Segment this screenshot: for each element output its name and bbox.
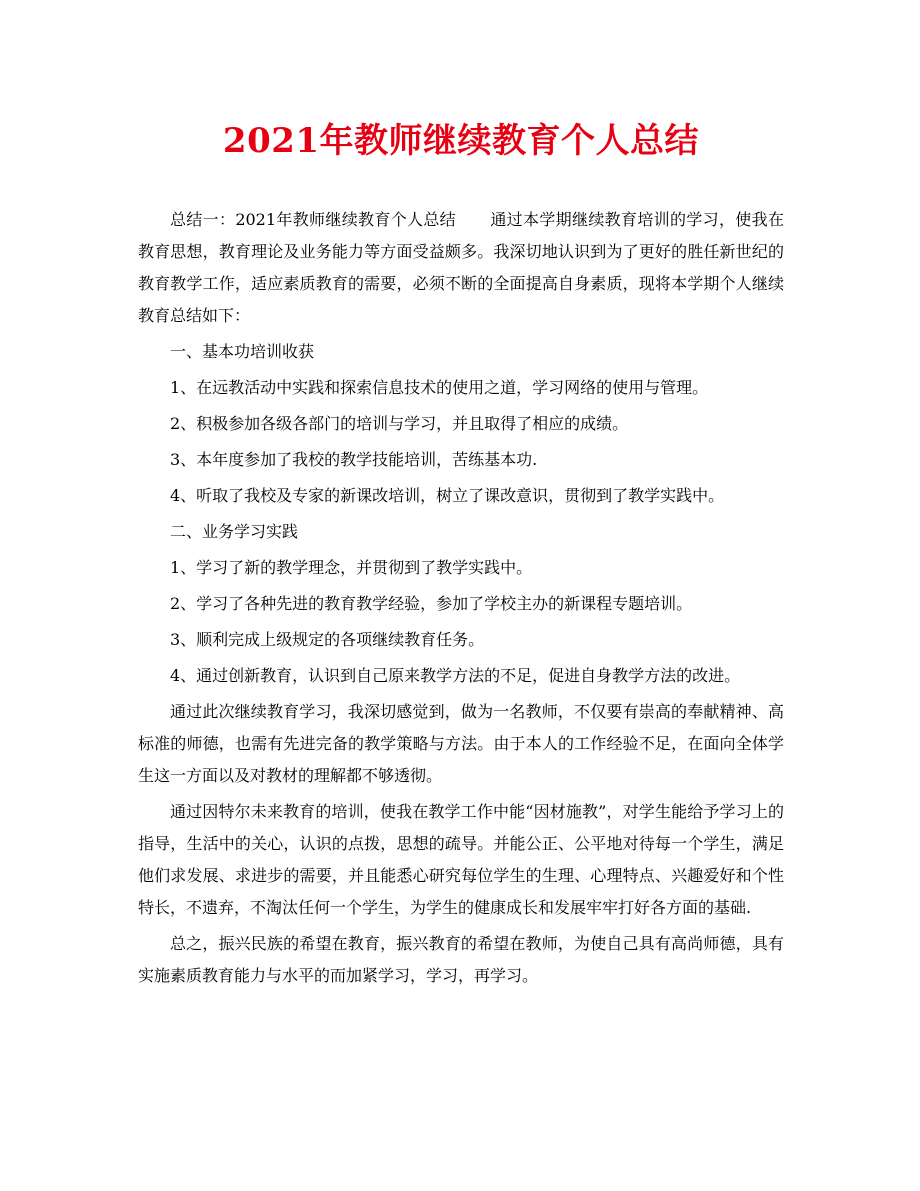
document-page (138, 0, 784, 996)
intro-heading: 总结一：2021年教师继续教育个人总结 (170, 210, 457, 229)
section2-heading: 二、业务学习实践 (170, 522, 299, 541)
body-paragraph: 通过因特尔未来教育的培训，使我在教学工作中能“因材施教”，对学生能给予学习上的指导，生活中的关心，认识的点拨，思想的疏导。并能公正、公平地对待每一个学生，满足他们求发展、求进步的需要，并且能悉心研究每位学生的生理、心理特点、兴趣爱好和个性特长，不遗弃，不淘汰任何一个学生，为学生的健康成长和发展牢牢打好各方面的基础. (138, 802, 784, 917)
section1-item: 4、听取了我校及专家的新课改培训，树立了课改意识，贯彻到了教学实践中。 (170, 486, 725, 505)
intro-paragraph (138, 204, 784, 332)
intro-text: 通过本学期继续教育培训的学习，使我在教育思想，教育理论及业务能力等方面受益颇多。我深切地认识到为了更好的胜任新世纪的教育教学工作，适应素质教育的需要，必须不断的全面提高自身素质，现将本学期个人继续教育总结如下： (138, 210, 784, 325)
section2-item: 1、学习了新的教学理念，并贯彻到了教学实践中。 (170, 558, 533, 577)
section2-item: 3、顺利完成上级规定的各项继续教育任务。 (170, 630, 485, 649)
section1-item: 2、积极参加各级各部门的培训与学习，并且取得了相应的成绩。 (170, 414, 629, 433)
section2-item: 4、通过创新教育，认识到自己原来教学方法的不足，促进自身教学方法的改进。 (170, 666, 741, 685)
body-paragraph: 通过此次继续教育学习，我深切感觉到，做为一名教师，不仅要有崇高的奉献精神、高标准的师德，也需有先进完备的教学策略与方法。由于本人的工作经验不足，在面向全体学生这一方面以及对教材的理解都不够透彻。 (138, 702, 784, 785)
section1-item: 3、本年度参加了我校的教学技能培训，苦练基本功. (170, 450, 538, 469)
section2-item: 2、学习了各种先进的教育教学经验，参加了学校主办的新课程专题培训。 (170, 594, 693, 613)
document-title: 2021年教师继续教育个人总结 (222, 121, 700, 161)
document-body (138, 204, 784, 992)
section1-item: 1、在远教活动中实践和探索信息技术的使用之道，学习网络的使用与管理。 (170, 378, 709, 397)
conclusion-paragraph: 总之，振兴民族的希望在教育，振兴教育的希望在教师，为使自己具有高尚师德，具有实施素质教育能力与水平的而加紧学习，学习，再学习。 (138, 934, 784, 985)
section1-heading: 一、基本功培训收获 (170, 342, 315, 361)
